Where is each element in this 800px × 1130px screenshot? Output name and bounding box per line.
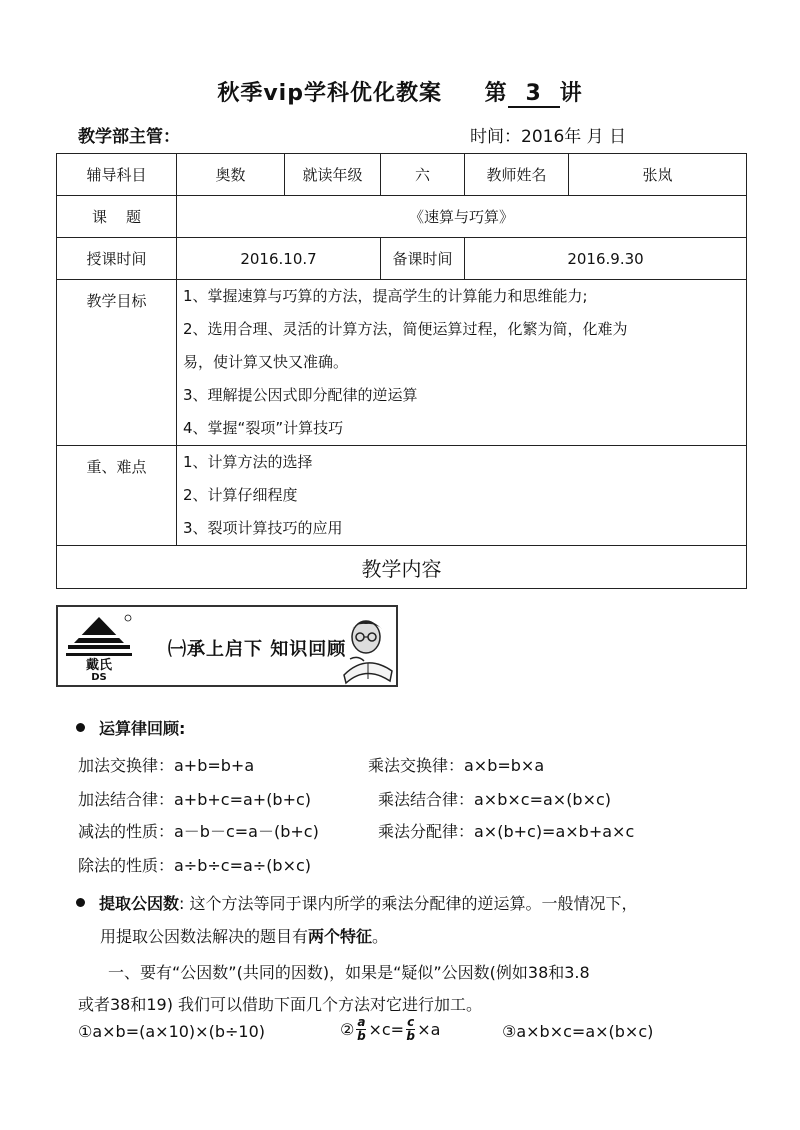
logo-sub: DS	[91, 672, 107, 681]
law-mul-commutative: 乘法交换律：a×b=b×a	[368, 756, 545, 775]
topic-label: 课 题	[57, 196, 177, 238]
frac-denominator: b	[357, 1029, 366, 1043]
frac-numerator: c	[407, 1015, 415, 1029]
goal-line: 4、掌握“裂项”计算技巧	[183, 419, 344, 437]
lesson-time-value: 2016.10.7	[177, 238, 381, 280]
key-points-cell	[177, 446, 747, 546]
fraction-a-over-b	[356, 1016, 366, 1043]
key-point-line: 3、裂项计算技巧的应用	[183, 519, 343, 537]
formula-1: ①a×b=(a×10)×(b÷10)	[78, 1022, 265, 1041]
section2-heading: 提取公因数	[99, 894, 180, 913]
law-add-associative: 加法结合律：a+b+c=a+(b+c)	[78, 790, 312, 809]
goal-line: 3、理解提公因式即分配律的逆运算	[183, 386, 418, 404]
prep-time-value: 2016.9.30	[465, 238, 747, 280]
title-main: 秋季vip学科优化教案	[217, 81, 442, 106]
formula2-mid: ×c=	[368, 1020, 405, 1039]
goals-label: 教学目标	[57, 280, 177, 446]
supervisor-label: 教学部主管：	[78, 127, 180, 147]
law-div-property: 除法的性质：a÷b÷c=a÷(b×c)	[78, 856, 312, 875]
table-row	[57, 196, 747, 238]
bullet-icon	[76, 723, 85, 732]
lecture-prefix: 第	[484, 81, 508, 106]
law-mul-associative: 乘法结合律：a×b×c=a×(b×c)	[378, 790, 612, 809]
prep-time-label: 备课时间	[381, 238, 465, 280]
frac-numerator: a	[357, 1015, 366, 1029]
law-sub-property: 减法的性质：a－b－c=a－(b+c)	[78, 822, 319, 841]
ds-logo-icon	[64, 613, 134, 681]
table-row	[57, 238, 747, 280]
bullet-icon	[76, 898, 85, 907]
fraction-c-over-b	[406, 1016, 415, 1043]
para-line2: 或者38和19) 我们可以借助下面几个方法对它进行加工。	[78, 995, 483, 1014]
lecture-suffix: 讲	[559, 81, 583, 106]
section2-text-b: 用提取公因数法解决的题目有	[100, 927, 309, 946]
goal-line: 1、掌握速算与巧算的方法，提高学生的计算能力和思维能力;	[183, 287, 588, 305]
formula-3: ③a×b×c=a×(b×c)	[502, 1022, 654, 1041]
section2-paragraph	[76, 891, 776, 914]
subject-label: 辅导科目	[57, 154, 177, 196]
content-heading: 教学内容	[57, 546, 747, 589]
law-add-commutative: 加法交换律：a+b=b+a	[78, 756, 255, 775]
table-row	[57, 546, 747, 589]
section2-line2	[100, 924, 388, 947]
document-title	[0, 76, 800, 108]
grade-value: 六	[381, 154, 465, 196]
reading-person-icon	[336, 615, 398, 685]
goal-line: 2、选用合理、灵活的计算方法，简便运算过程，化繁为简，化难为	[183, 320, 628, 338]
topic-value: 《速算与巧算》	[177, 196, 747, 238]
frac-denominator: b	[406, 1029, 415, 1043]
formula2-end: ×a	[417, 1020, 441, 1039]
key-point-line: 1、计算方法的选择	[183, 453, 313, 471]
subject-value: 奥数	[177, 154, 285, 196]
key-point-line: 2、计算仔细程度	[183, 486, 298, 504]
goal-line: 易，使计算又快又准确。	[183, 353, 349, 371]
section2-text-b-end: 。	[372, 927, 389, 946]
goals-cell	[177, 280, 747, 446]
lesson-time-label: 授课时间	[57, 238, 177, 280]
table-row	[57, 154, 747, 196]
law-mul-distributive: 乘法分配律：a×(b+c)=a×b+a×c	[378, 822, 635, 841]
time-label: 时间：2016年 月 日	[470, 127, 627, 147]
section2-text-a: : 这个方法等同于课内所学的乘法分配律的逆运算。一般情况下，	[179, 894, 638, 913]
table-row	[57, 446, 747, 546]
section-banner	[56, 605, 398, 687]
para-line1: 一、要有“公因数”(共同的因数)，如果是“疑似”公因数(例如38和3.8	[108, 963, 590, 982]
lecture-number: 3	[508, 82, 560, 108]
section2-text-b-bold: 两个特征	[308, 927, 373, 946]
formula2-prefix: ②	[340, 1020, 355, 1039]
section1-heading-text: 运算律回顾:	[99, 719, 186, 738]
teacher-value: 张岚	[569, 154, 747, 196]
logo-text: 戴氏	[85, 658, 113, 673]
key-points-label: 重、难点	[57, 446, 177, 546]
lesson-info-table	[56, 153, 747, 589]
table-row	[57, 280, 747, 446]
teacher-label: 教师姓名	[465, 154, 569, 196]
banner-title: ㈠承上启下 知识回顾	[168, 639, 347, 660]
grade-label: 就读年级	[285, 154, 381, 196]
formula-2	[340, 1016, 440, 1043]
section1-heading	[76, 716, 185, 739]
